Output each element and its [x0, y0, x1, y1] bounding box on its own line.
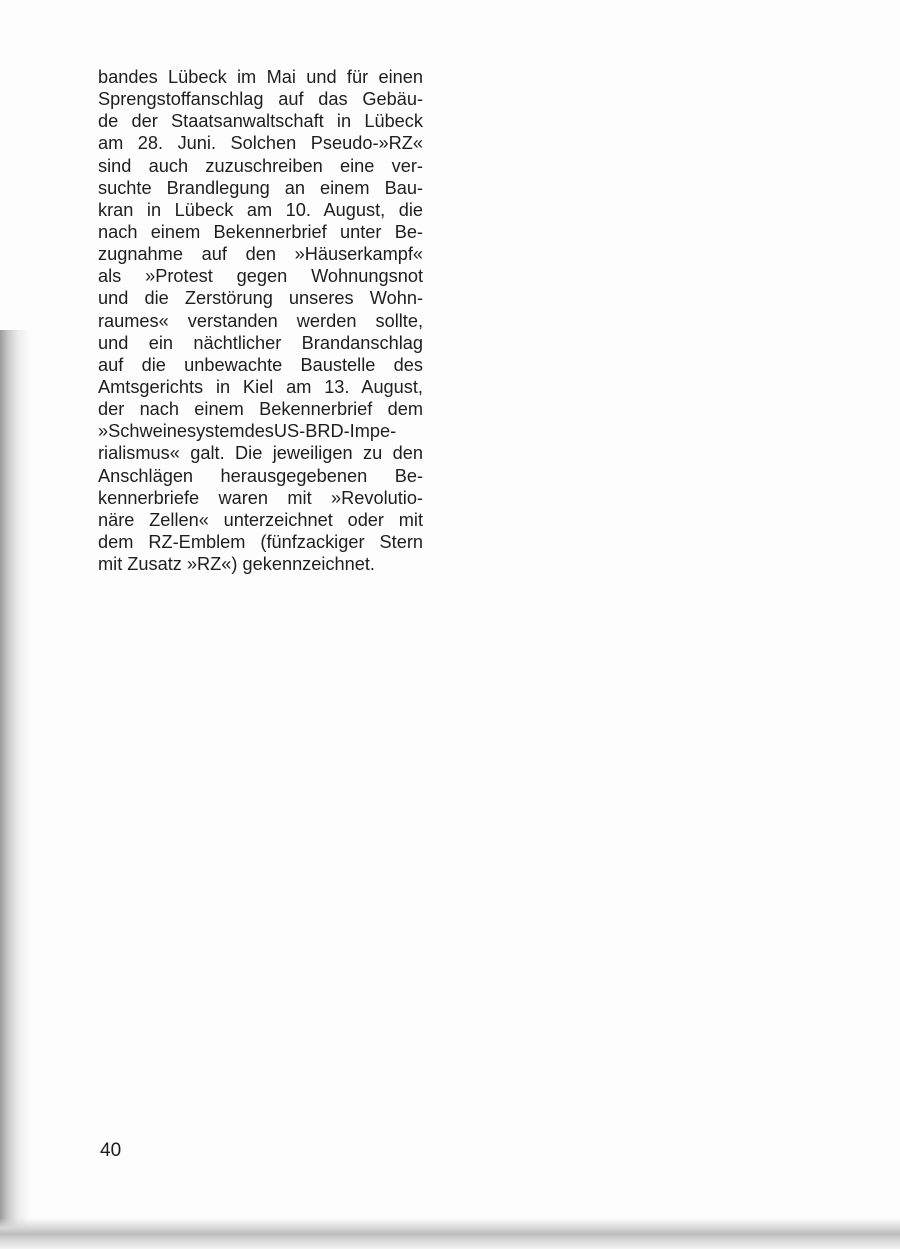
text-line: Sprengstoffanschlag auf das Gebäu-: [98, 89, 423, 110]
text-line: und die Zerstörung unseres Wohn-: [98, 288, 423, 309]
text-line: Anschlägen herausgegebenen Be-: [98, 465, 423, 486]
text-line: am 28. Juni. Solchen Pseudo-»RZ«: [98, 133, 423, 154]
text-line: mit Zusatz »RZ«) gekennzeichnet.: [98, 554, 375, 575]
text-line: rialismus« galt. Die jeweiligen zu den: [98, 443, 423, 464]
text-line: auf die unbewachte Baustelle des: [98, 354, 423, 375]
scan-bottom-edge: [0, 1218, 900, 1249]
scan-gutter-shadow: [0, 330, 30, 1230]
text-line: als »Protest gegen Wohnungsnot: [98, 266, 423, 287]
text-line: »SchweinesystemdesUS-BRD-Impe-: [98, 421, 397, 442]
text-line: kennerbriefe waren mit »Revolutio-: [98, 487, 423, 508]
text-line: näre Zellen« unterzeichnet oder mit: [98, 509, 423, 530]
text-line: zugnahme auf den »Häuserkampf«: [98, 244, 423, 265]
text-line: raumes« verstanden werden sollte,: [98, 310, 423, 331]
body-text: [98, 66, 423, 575]
text-line: kran in Lübeck am 10. August, die: [98, 199, 423, 220]
page-number: 40: [100, 1140, 122, 1161]
text-line: nach einem Bekennerbrief unter Be-: [98, 221, 423, 242]
text-line: sind auch zuzuschreiben eine ver-: [98, 155, 423, 176]
text-line: dem RZ-Emblem (fünfzackiger Stern: [98, 531, 423, 552]
text-line: de der Staatsanwaltschaft in Lübeck: [98, 111, 423, 132]
text-line: der nach einem Bekennerbrief dem: [98, 399, 423, 420]
text-line: bandes Lübeck im Mai und für einen: [98, 67, 423, 87]
text-line: suchte Brandlegung an einem Bau-: [98, 177, 423, 198]
text-line: Amtsgerichts in Kiel am 13. August,: [98, 376, 423, 397]
text-line: und ein nächtlicher Brandanschlag: [98, 332, 423, 353]
